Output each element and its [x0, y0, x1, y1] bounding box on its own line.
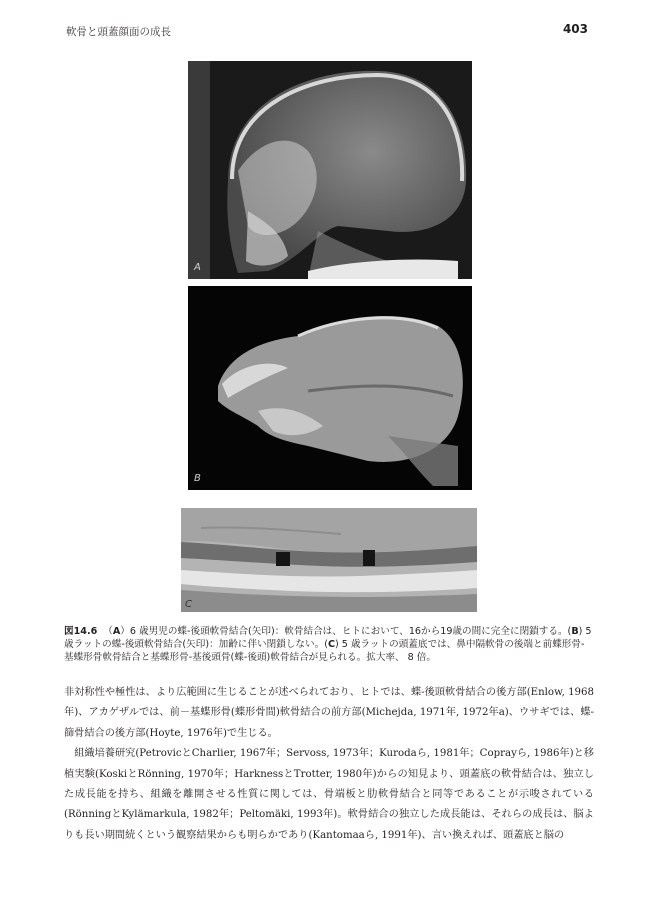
histology-section-icon [181, 508, 477, 612]
panel-label-a: A [194, 262, 201, 273]
figure-panel-b [188, 286, 472, 490]
rat-skull-xray-icon [188, 286, 472, 490]
body-text [64, 683, 594, 846]
figure-panel-a [188, 61, 472, 279]
caption-letter-a: A [112, 626, 121, 637]
caption-letter-b: B [571, 626, 579, 637]
body-paragraph-1: 非対称性や極性は、より広範囲に生じることが述べられており、ヒトでは、蝶-後頭軟骨結合の後方部(Enlow, 1968年)、アカゲザルでは、前－基蝶形骨(蝶形骨間)軟骨結合の前方部(Michejda, 1971年, 1972年a)、ウサギでは、蝶-篩骨結合の後方部(Hoyte, 1976年)で生じる。 [64, 687, 594, 739]
body-paragraph-2: 組織培養研究(PetrovicとCharlier, 1967年；Servoss, 1973年；Kurodaら, 1981年；Coprayら, 1986年)と移植実験(KoskiとRönning, 1970年；HarknessとTrotter, 1980年)からの知見より、頭蓋底の軟骨結合は、独立した成長能を持ち、組織を離開させる性質に関しては、骨端板と肋軟骨結合と同等であることが示唆されている(RönningとKylämarkula, 1982年；Peltomäki, 1993年)。軟骨結合の独立した成長能は、それらの成長は、脳よりも長い期間続くという観察結果からも明らかであり(Kantomaaら, 1991年)、言い換えれば、頭蓋底と脳の [64, 748, 594, 841]
running-head: 軟骨と頭蓋顔面の成長 [66, 26, 171, 38]
panel-label-b: B [194, 473, 201, 484]
caption-open-paren: （ [103, 626, 113, 637]
panel-label-c: C [185, 599, 192, 610]
page-number: 403 [562, 22, 588, 36]
figure-caption [64, 625, 594, 664]
figure-panel-c [181, 508, 477, 612]
caption-text-b: ) 5 歳ラットの蝶-後頭軟骨結合(矢印)：加齢に伴い閉鎖しない。( [64, 626, 592, 650]
caption-text-a: ）6 歳男児の蝶-後頭軟骨結合(矢印)：軟骨結合は、ヒトにおいて、16から19歳の間に完全に閉鎖する。( [120, 626, 572, 637]
caption-text-c: ) 5 歳ラットの頭蓋底では、鼻中隔軟骨の後端と前蝶形骨-基蝶形骨軟骨結合と基蝶形骨-基後頭骨(蝶-後頭)軟骨結合が見られる。拡大率、 8 倍。 [64, 639, 585, 663]
xray-skull-child-icon [188, 61, 472, 279]
figure-number: 図14.6 [64, 626, 98, 637]
caption-letter-c: C [327, 639, 335, 650]
